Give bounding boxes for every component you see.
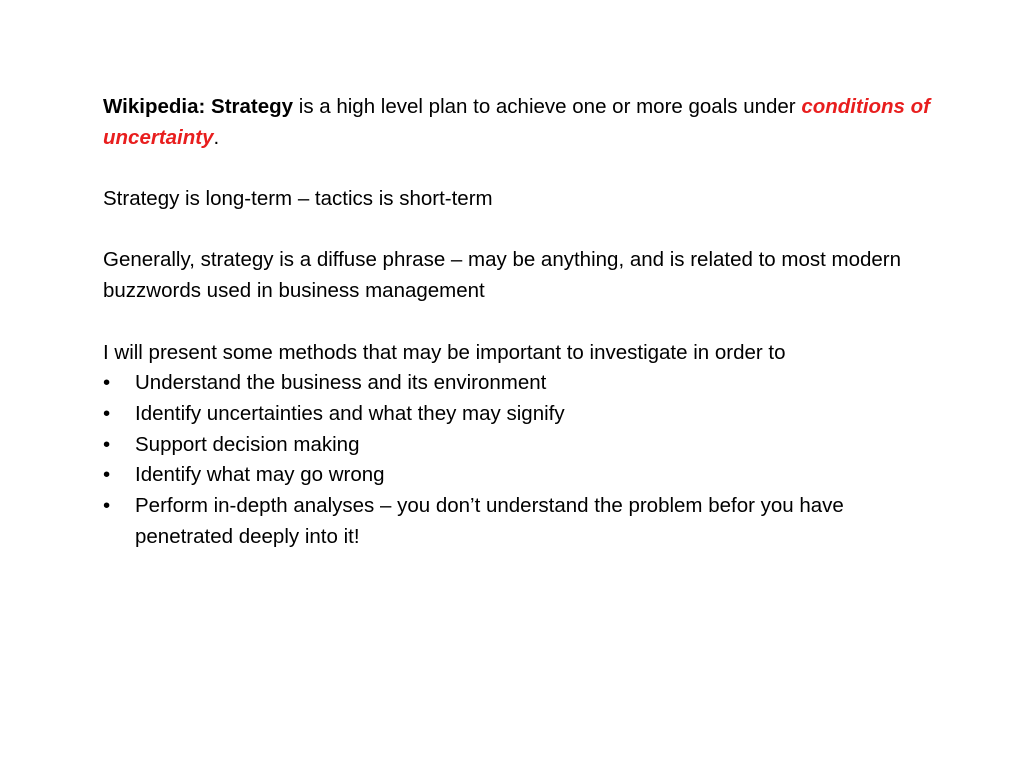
uncertainty-emphasis: conditions of uncertainty: [103, 95, 931, 149]
definition-period: .: [213, 125, 220, 149]
spacer: [103, 215, 933, 246]
slide-content: [103, 92, 933, 553]
bullet-icon: •: [103, 463, 111, 487]
bullet-icon: •: [103, 494, 111, 518]
spacer: [103, 307, 933, 338]
generally-paragraph: Generally, strategy is a diffuse phrase – may be anything, and is related to most modern buzzwords used in business management: [103, 248, 902, 303]
bullet-icon: •: [103, 401, 111, 425]
definition-term: Wikipedia: Strategy: [103, 95, 294, 118]
list-item-text: Identify what may go wrong: [135, 463, 385, 487]
bullet-icon: •: [103, 432, 111, 456]
definition-paragraph: [103, 92, 933, 153]
list-item-text: Support decision making: [135, 432, 360, 456]
bullet-icon: •: [103, 371, 111, 395]
methods-list: [103, 368, 933, 552]
list-item: [103, 491, 933, 552]
list-item-text: Understand the business and its environment: [135, 371, 547, 395]
list-item: [103, 430, 933, 461]
methods-lead: I will present some methods that may be important to investigate in order to: [103, 340, 786, 364]
list-item-text: Perform in-depth analyses – you don’t understand the problem befor you have penetrated deeply into it!: [135, 494, 844, 548]
long-term-line: Strategy is long-term – tactics is short-term: [103, 187, 493, 211]
list-item: [103, 368, 933, 399]
spacer: [103, 153, 933, 184]
definition-text: is a high level plan to achieve one or more goals under: [293, 95, 802, 118]
list-item-text: Identify uncertainties and what they may signify: [135, 401, 565, 425]
list-item: [103, 460, 933, 491]
list-item: [103, 399, 933, 430]
